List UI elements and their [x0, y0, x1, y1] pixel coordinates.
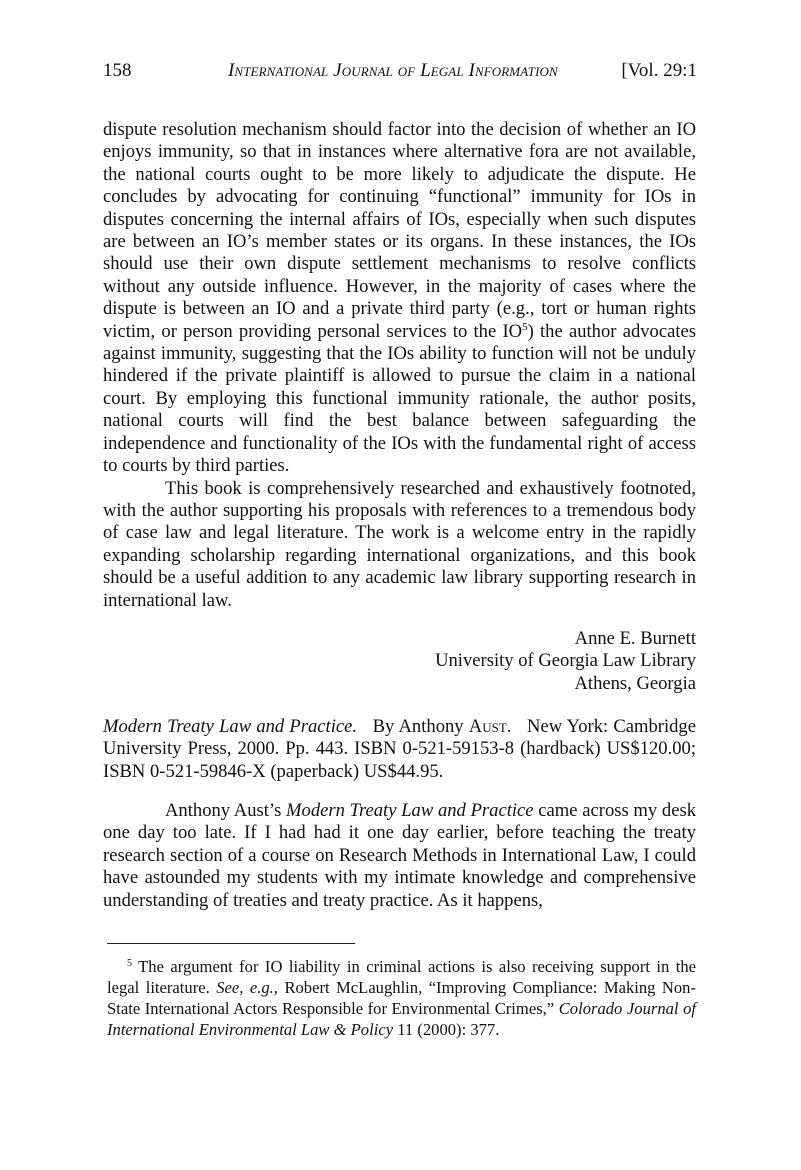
- body-text: [103, 119, 696, 612]
- footnote-reference[interactable]: 5: [522, 320, 528, 333]
- book-title: Modern Treaty Law and Practice.: [103, 716, 358, 737]
- footnote-signal: See, e.g.,: [216, 978, 278, 997]
- paragraph-2: This book is comprehensively researched and exhaustively footnoted, with the author supporting his proposals with references to a tremendous body of case law and legal literature. The work is a welcome entry in the rapidly expanding scholarship regarding international organizations, and this book should be a useful addition to any academic law library supporting research in international law.: [103, 477, 696, 611]
- review-paragraph: [103, 800, 696, 912]
- paragraph-1-text-a: dispute resolution mechanism should factor into the decision of whether an IO enjoys immunity, so that in instances where alternative fora are not available, the national courts ought to be more likely to adjudicate the dispute. He concludes by advocating for continuing “functional” immunity for IOs in disputes concerning the internal affairs of IOs, especially when such disputes are between an IO’s member states or its organs. In these instances, the IOs should use their own dispute settlement mechanisms to resolve conflicts without any outside influence. However, in the majority of cases where the dispute is between an IO and a private third party (e.g., tort or human rights victim, or person providing personal services to the IO: [103, 119, 696, 342]
- paragraph-1-text-b: ) the author advocates against immunity, suggesting that the IOs ability to function will not be unduly hindered if the private plaintiff is allowed to pursue the claim in a national court. By employing this functional immunity rationale, the author posits, national courts will find the best balance between safeguarding the independence and functionality of the IOs with the fundamental right of access to courts by third parties.: [103, 320, 696, 477]
- review-book-title: Modern Treaty Law and Practice: [286, 800, 534, 821]
- reviewer-affiliation: University of Georgia Law Library: [435, 650, 696, 672]
- author-surname: Aust.: [468, 716, 512, 737]
- footnote-text-3: 11 (2000): 377.: [397, 1020, 500, 1039]
- citation-by: By Anthony: [372, 716, 464, 737]
- publisher-info: New York: Cambridge University Press, 2000. Pp. 443. ISBN 0-521-59153-8 (hardback) US$120.00; ISBN 0-521-59846-X (paperback) US$44.95.: [103, 716, 696, 782]
- footnote-journal: Colorado Journal of International Environmental Law & Policy: [107, 999, 696, 1039]
- review-lead: Anthony Aust’s: [165, 800, 282, 821]
- footnote: [107, 956, 696, 1040]
- footnote-divider: [107, 943, 355, 944]
- book-citation: [103, 716, 696, 783]
- journal-title: International Journal of Legal Information: [228, 60, 558, 81]
- running-head: [103, 58, 697, 84]
- footnote-text-2: Robert McLaughlin, “Improving Compliance: Making Non-State International Actors Responsible for Environmental Crimes,”: [107, 978, 696, 1018]
- volume-label: [Vol. 29:1: [621, 60, 697, 81]
- reviewer-signature: [435, 628, 696, 695]
- reviewer-location: Athens, Georgia: [574, 672, 696, 694]
- footnote-number: 5: [127, 958, 132, 969]
- review-body: came across my desk one day too late. If I had had it one day earlier, before teaching the treaty research section of a course on Research Methods in International Law, I could have astounded my students with my intimate knowledge and comprehensive understanding of treaties and treaty practice. As it happens,: [103, 800, 697, 911]
- page-number: 158: [103, 60, 132, 81]
- reviewer-name: Anne E. Burnett: [574, 628, 696, 649]
- paragraph-1: [103, 119, 696, 478]
- footnote-text-1: The argument for IO liability in criminal actions is also receiving support in the legal literature.: [107, 957, 697, 997]
- review-text: [103, 800, 696, 912]
